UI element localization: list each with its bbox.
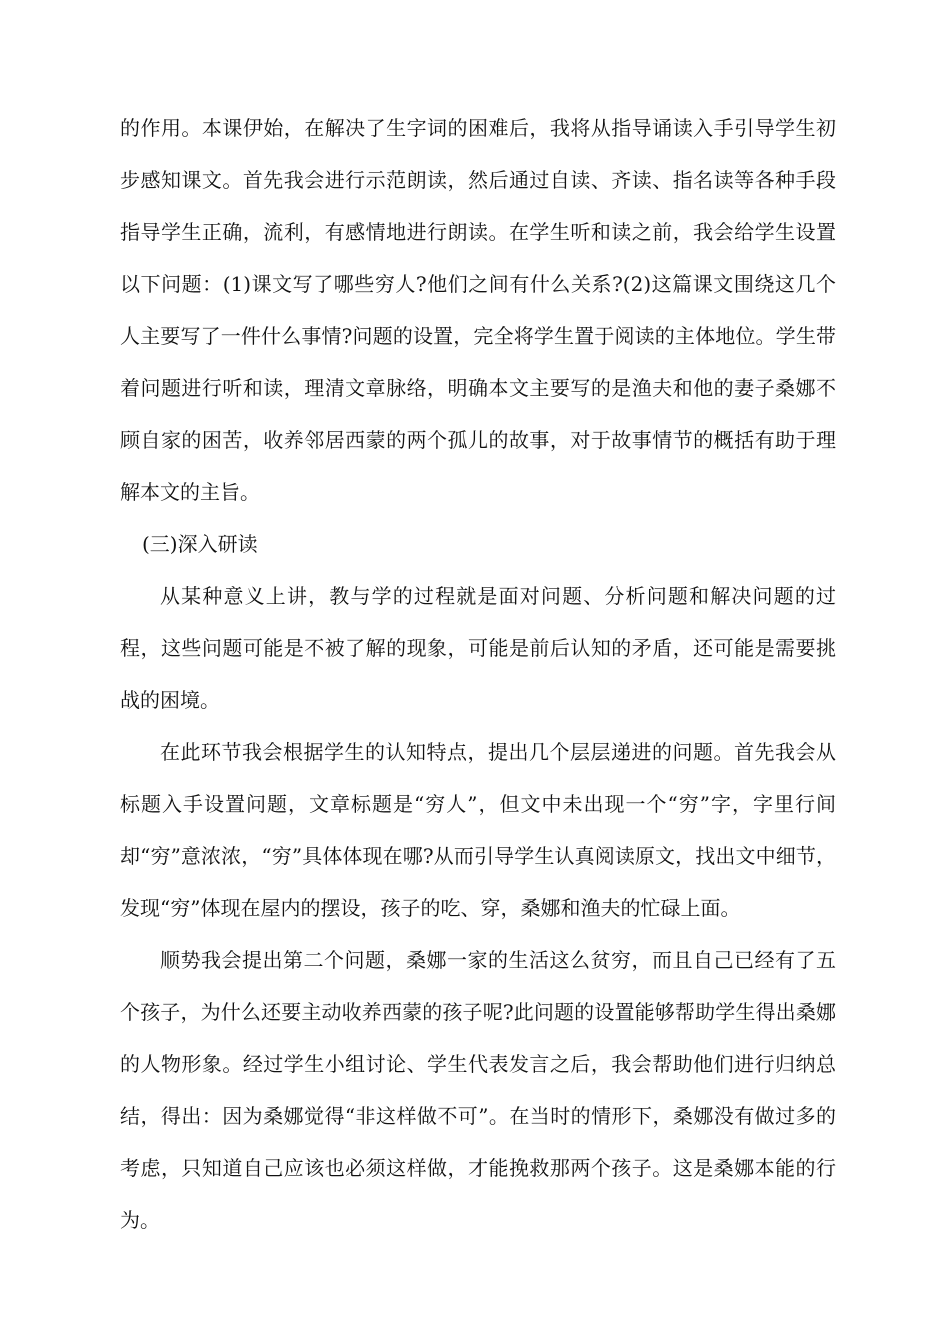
- paragraph-continuation: 的作用。本课伊始，在解决了生字词的困难后，我将从指导诵读入手引导学生初步感知课文。首先我会进行示范朗读，然后通过自读、齐读、指名读等各种手段指导学生正确，流利，有感情地进行朗读。在学生听和读之前，我会给学生设置以下问题：(1)课文写了哪些穷人?他们之间有什么关系?(2)这篇课文围绕这几个人主要写了一件什么事情?问题的设置，完全将学生置于阅读的主体地位。学生带着问题进行听和读，理清文章脉络，明确本文主要写的是渔夫和他的妻子桑娜不顾自家的困苦，收养邻居西蒙的两个孤儿的故事，对于故事情节的概括有助于理解本文的主旨。: [120, 116, 836, 504]
- section-heading: (三)深入研读: [142, 532, 258, 556]
- paragraph: 从某种意义上讲，教与学的过程就是面对问题、分析问题和解决问题的过程，这些问题可能是不被了解的现象，可能是前后认知的矛盾，还可能是需要挑战的困境。: [120, 584, 836, 712]
- paragraph: 顺势我会提出第二个问题，桑娜一家的生活这么贫穷，而且自己已经有了五个孩子，为什么还要主动收养西蒙的孩子呢?此问题的设置能够帮助学生得出桑娜的人物形象。经过学生小组讨论、学生代表发言之后，我会帮助他们进行归纳总结，得出：因为桑娜觉得“非这样做不可”。在当时的情形下，桑娜没有做过多的考虑，只知道自己应该也必须这样做，才能挽救那两个孩子。这是桑娜本能的行为。: [120, 948, 836, 1232]
- document-body: [120, 102, 836, 1246]
- paragraph: 在此环节我会根据学生的认知特点，提出几个层层递进的问题。首先我会从标题入手设置问题，文章标题是“穷人”，但文中未出现一个“穷”字，字里行间却“穷”意浓浓，“穷”具体体现在哪?从而引导学生认真阅读原文，找出文中细节，发现“穷”体现在屋内的摆设，孩子的吃、穿，桑娜和渔夫的忙碌上面。: [120, 740, 836, 920]
